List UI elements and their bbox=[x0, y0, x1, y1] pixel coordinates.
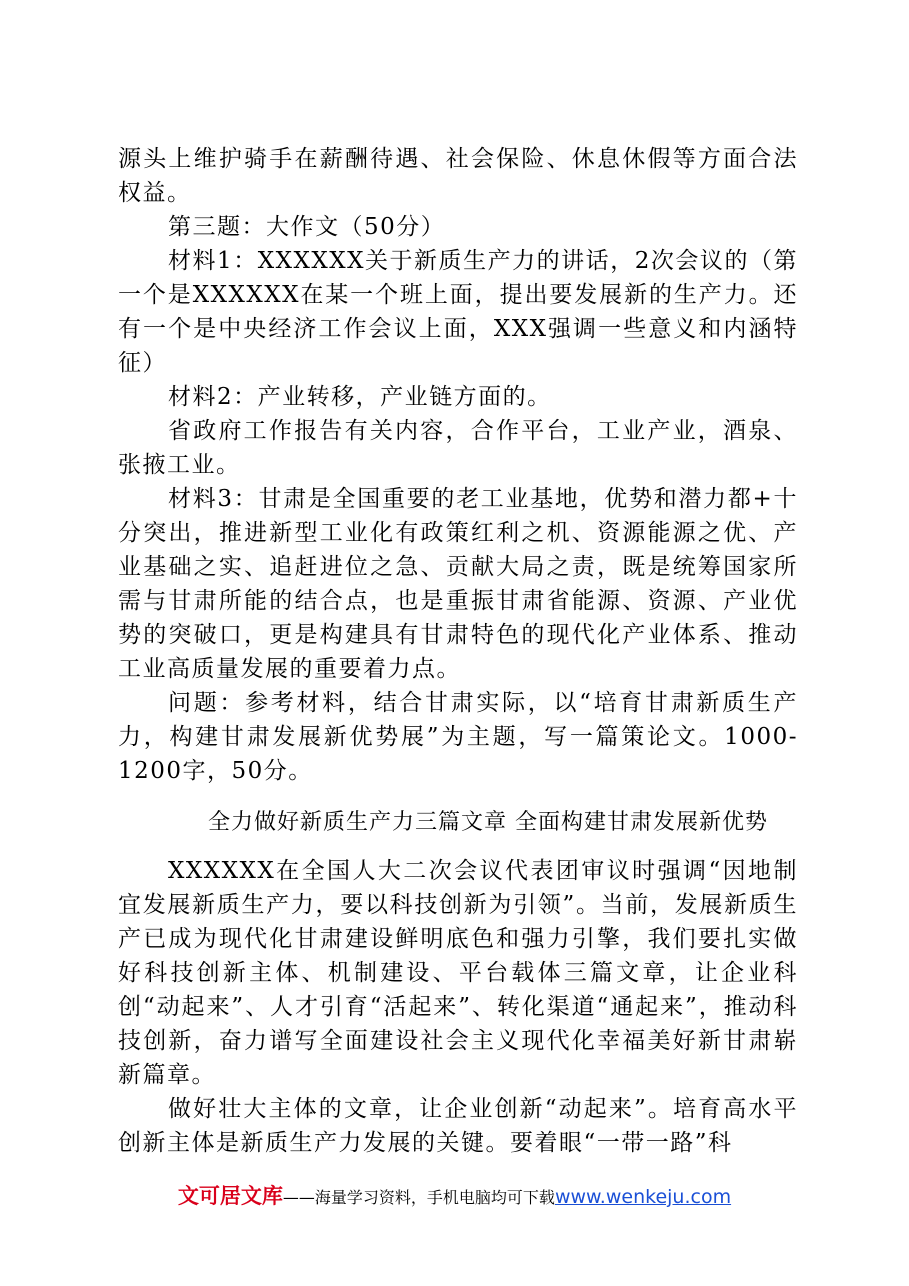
paragraph-7: 问题：参考材料，结合甘肃实际，以“培育甘肃新质生产力，构建甘肃发展新优势展”为主题，写一篇策论文。1000-1200字，50分。 bbox=[118, 690, 798, 784]
paragraph-1: 源头上维护骑手在薪酬待遇、社会保险、休息休假等方面合法权益。 bbox=[118, 146, 798, 206]
essay-paragraph-2: 做好壮大主体的文章，让企业创新“动起来”。培育高水平创新主体是新质生产力发展的关键。要着眼“一带一路”科 bbox=[118, 1096, 798, 1156]
paragraph-5: 省政府工作报告有关内容，合作平台，工业产业，酒泉、张掖工业。 bbox=[118, 418, 798, 478]
paragraph-3: 材料1：XXXXXX关于新质生产力的讲话，2次会议的（第一个是XXXXXX在某一个班上面，提出要发展新的生产力。还有一个是中央经济工作会议上面，XXX强调一些意义和内涵特征） bbox=[118, 248, 798, 376]
essay-heading: 全力做好新质生产力三篇文章 全面构建甘肃发展新优势 bbox=[208, 810, 768, 835]
paragraph-6: 材料3：甘肃是全国重要的老工业基地，优势和潜力都+十分突出，推进新型工业化有政策红利之机、资源能源之优、产业基础之实、追赶进位之急、贡献大局之责，既是统筹国家所需与甘肃所能的结合点，也是重振甘肃省能源、资源、产业优势的突破口，更是构建具有甘肃特色的现代化产业体系、推动工业高质量发展的重要着力点。 bbox=[118, 486, 798, 682]
website-link[interactable]: www.wenkeju.com bbox=[554, 1186, 732, 1208]
paragraph-2: 第三题：大作文（50分） bbox=[168, 214, 446, 240]
document-body bbox=[118, 142, 798, 1160]
footer-slogan: ——海量学习资料，手机电脑均可下载 bbox=[282, 1188, 555, 1207]
footer-banner bbox=[0, 1180, 909, 1210]
essay-paragraph-1: XXXXXX在全国人大二次会议代表团审议时强调“因地制宜发展新质生产力，要以科技创新为引领”。当前，发展新质生产已成为现代化甘肃建设鲜明底色和强力引擎，我们要扎实做好科技创新主体、机制建设、平台载体三篇文章，让企业科创“动起来”、人才引育“活起来”、转化渠道“通起来”，推动科技创新，奋力谱写全面建设社会主义现代化幸福美好新甘肃崭新篇章。 bbox=[118, 858, 798, 1088]
paragraph-4: 材料2：产业转移，产业链方面的。 bbox=[168, 384, 552, 410]
brand-name: 文可居文库 bbox=[177, 1184, 283, 1208]
